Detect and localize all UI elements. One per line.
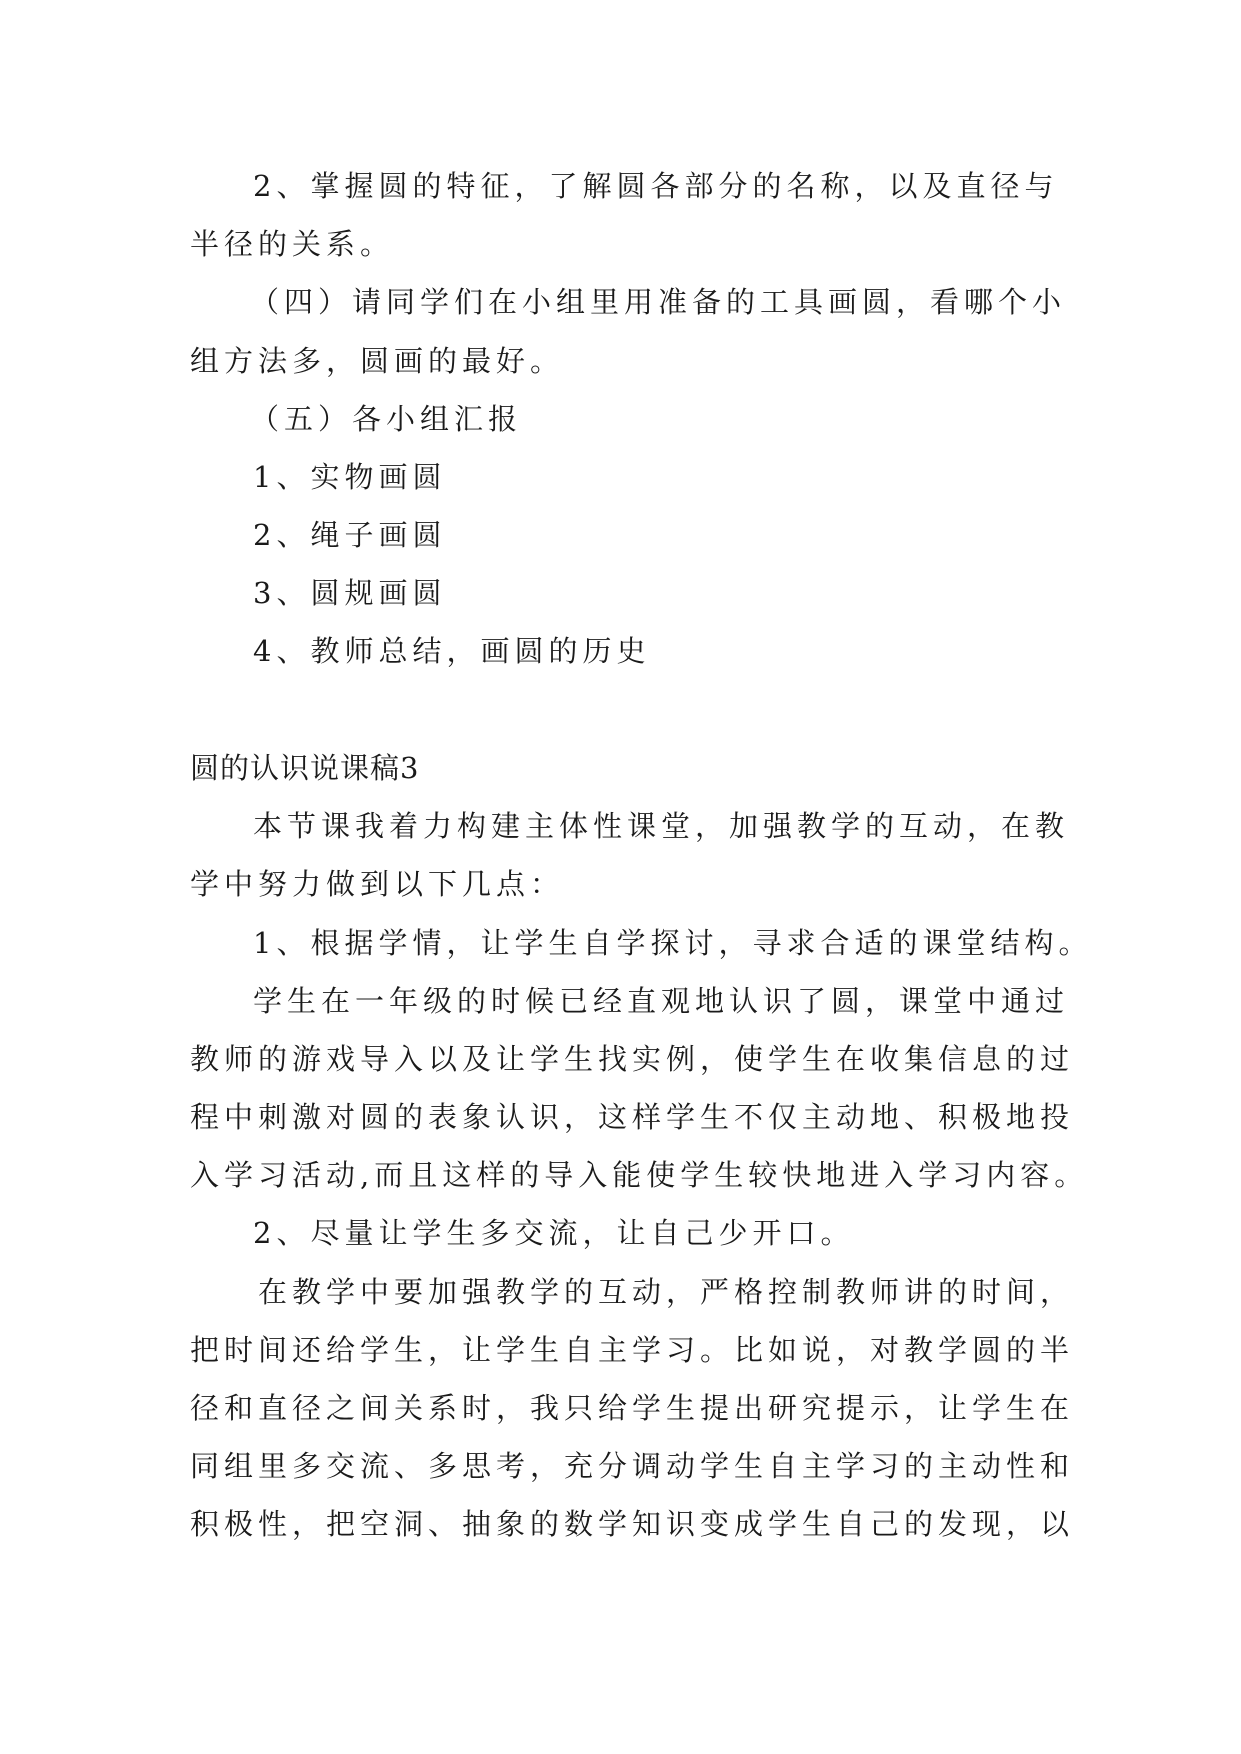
text-line: 2、绳子画圆 <box>253 518 447 552</box>
text-line: 3、圆规画圆 <box>253 576 447 610</box>
text-line: 2、尽量让学生多交流，让自己少开口。 <box>253 1216 855 1250</box>
text-line: 1、根据学情，让学生自学探讨，寻求合适的课堂结构。 <box>253 926 1093 960</box>
text-line: 2、掌握圆的特征，了解圆各部分的名称，以及直径与 <box>253 169 1059 203</box>
text-line: 学生在一年级的时候已经直观地认识了圆，课堂中通过 <box>253 984 1070 1018</box>
text-line: （五）各小组汇报 <box>250 402 523 436</box>
text-line: 在教学中要加强教学的互动，严格控制教师讲的时间， <box>258 1275 1075 1309</box>
text-line: 半径的关系。 <box>190 227 395 261</box>
section-title: 圆的认识说课稿3 <box>190 751 420 785</box>
text-line: 径和直径之间关系时，我只给学生提出研究提示，让学生在 <box>190 1391 1075 1425</box>
text-line: 入学习活动,而且这样的导入能使学生较快地进入学习内容。 <box>190 1158 1089 1192</box>
text-line: 4、教师总结，画圆的历史 <box>253 634 651 668</box>
text-line: 程中刺激对圆的表象认识，这样学生不仅主动地、积极地投 <box>190 1100 1075 1134</box>
text-line: 1、实物画圆 <box>253 460 447 494</box>
text-line: 学中努力做到以下几点： <box>190 867 565 901</box>
text-line: 积极性，把空洞、抽象的数学知识变成学生自己的发现，以 <box>190 1507 1075 1541</box>
text-line: 教师的游戏导入以及让学生找实例，使学生在收集信息的过 <box>190 1042 1075 1076</box>
text-line: 把时间还给学生，让学生自主学习。比如说，对教学圆的半 <box>190 1333 1075 1367</box>
text-line: 组方法多，圆画的最好。 <box>190 344 565 378</box>
text-line: 同组里多交流、多思考，充分调动学生自主学习的主动性和 <box>190 1449 1075 1483</box>
text-line: （四）请同学们在小组里用准备的工具画圆，看哪个小 <box>250 285 1067 319</box>
text-line: 本节课我着力构建主体性课堂，加强教学的互动，在教 <box>253 809 1070 843</box>
